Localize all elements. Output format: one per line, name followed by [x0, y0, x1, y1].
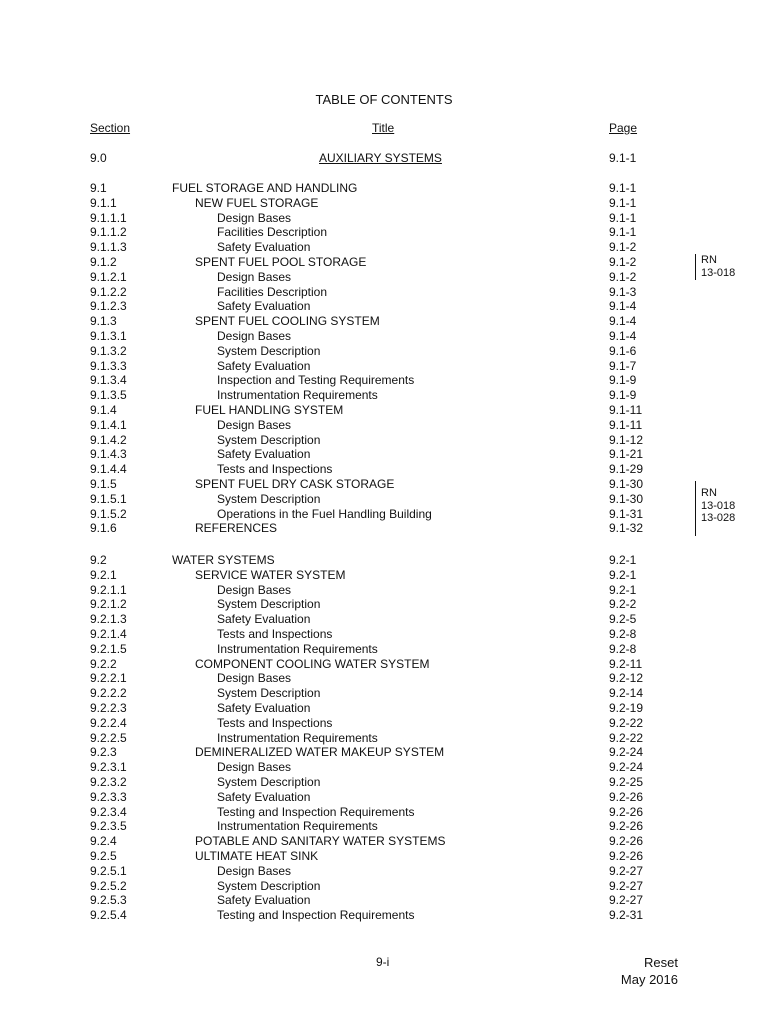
column-header-page: Page — [609, 121, 638, 135]
toc-entry-page: 9.1-9 — [609, 373, 637, 388]
toc-entry-title: COMPONENT COOLING WATER SYSTEM — [195, 656, 430, 671]
toc-entry — [0, 731, 768, 746]
toc-entry-number: 9.2.5.4 — [90, 908, 127, 923]
toc-entry-title: Instrumentation Requirements — [217, 730, 378, 745]
toc-entry-page: 9.1-2 — [609, 240, 637, 255]
footer-page-number: 9-i — [376, 955, 390, 969]
toc-entry-title: Safety Evaluation — [217, 700, 311, 715]
chapter-title: AUXILIARY SYSTEMS — [319, 151, 442, 165]
toc-entry-page: 9.2-2 — [609, 597, 637, 612]
toc-entry-number: 9.1.5 — [90, 476, 117, 491]
toc-entry — [0, 864, 768, 879]
toc-entry — [0, 583, 768, 598]
toc-entry-title: Design Bases — [217, 417, 292, 432]
revision-bar — [695, 481, 735, 536]
toc-entry-page: 9.2-26 — [609, 804, 644, 819]
toc-entry-number: 9.2.2.5 — [90, 730, 127, 745]
toc-entry-number: 9.2.5.1 — [90, 863, 127, 878]
toc-entry — [0, 745, 768, 760]
toc-entry-number: 9.2.1.3 — [90, 612, 127, 627]
toc-entry-page: 9.1-4 — [609, 299, 637, 314]
toc-entry-page: 9.1-2 — [609, 254, 637, 269]
toc-entry-number: 9.2 — [90, 553, 107, 567]
toc-entry-page: 9.1-11 — [609, 402, 643, 417]
toc-entry-title: Facilities Description — [217, 284, 328, 299]
toc-entry-title: Safety Evaluation — [217, 447, 311, 462]
footer-status-label: Reset — [644, 955, 678, 970]
toc-entry-title: Tests and Inspections — [217, 626, 333, 641]
chapter-page: 9.1-1 — [609, 151, 637, 165]
toc-entry — [0, 388, 768, 403]
toc-entry-page: 9.1-11 — [609, 417, 643, 432]
toc-entry-title: System Description — [217, 878, 321, 893]
toc-entry-number: 9.2.5.2 — [90, 878, 127, 893]
toc-entry — [0, 849, 768, 864]
toc-entry — [0, 760, 768, 775]
toc-entry-title: Operations in the Fuel Handling Building — [217, 506, 432, 521]
page-title: TABLE OF CONTENTS — [315, 92, 453, 107]
toc-entry-title: System Description — [217, 597, 321, 612]
toc-entry-page: 9.2-26 — [609, 819, 644, 834]
toc-entry-number: 9.2.1.4 — [90, 626, 127, 641]
toc-entry-title: SPENT FUEL POOL STORAGE — [195, 254, 367, 269]
toc-entry-page: 9.1-30 — [609, 491, 644, 506]
toc-entry-title: System Description — [217, 491, 321, 506]
toc-entry-number: 9.2.3.4 — [90, 804, 127, 819]
toc-entry-number: 9.1.4.3 — [90, 447, 127, 462]
toc-entry — [0, 805, 768, 820]
toc-entry-title: POTABLE AND SANITARY WATER SYSTEMS — [195, 834, 446, 849]
toc-entry-page: 9.2-12 — [609, 671, 644, 686]
toc-entry-page: 9.1-1 — [609, 181, 637, 195]
toc-entry-title: Safety Evaluation — [217, 612, 311, 627]
chapter-number: 9.0 — [90, 151, 107, 165]
toc-entry-title: Tests and Inspections — [217, 715, 333, 730]
toc-entry-page: 9.1-1 — [609, 210, 637, 225]
toc-entry-page: 9.1-1 — [609, 225, 637, 240]
toc-entry — [0, 819, 768, 834]
toc-entry-title: System Description — [217, 686, 321, 701]
toc-entry-title: Instrumentation Requirements — [217, 641, 378, 656]
toc-entry — [0, 701, 768, 716]
toc-block-water-systems — [0, 553, 768, 923]
toc-entry — [0, 893, 768, 908]
toc-entry-title: ULTIMATE HEAT SINK — [195, 848, 319, 863]
toc-entry-page: 9.2-8 — [609, 626, 637, 641]
toc-entry — [0, 597, 768, 612]
toc-entry — [0, 507, 768, 522]
toc-entry-page: 9.1-21 — [609, 447, 644, 462]
toc-entry-number: 9.1.5.1 — [90, 491, 127, 506]
toc-entry — [0, 196, 768, 211]
toc-entry-title: Safety Evaluation — [217, 789, 311, 804]
toc-entry — [0, 492, 768, 507]
toc-entry-number: 9.1.3.5 — [90, 388, 127, 403]
toc-entry-page: 9.2-26 — [609, 834, 644, 849]
toc-entry-number: 9.1.1.2 — [90, 225, 127, 240]
toc-entry-number: 9.2.3.2 — [90, 774, 127, 789]
toc-entry — [0, 447, 768, 462]
toc-entry-title: Facilities Description — [217, 225, 328, 240]
toc-entry-page: 9.1-12 — [609, 432, 644, 447]
toc-entry-page: 9.1-29 — [609, 462, 644, 477]
toc-entry — [0, 255, 768, 270]
toc-entry-number: 9.1.3.4 — [90, 373, 127, 388]
toc-entry-page: 9.1-6 — [609, 343, 637, 358]
toc-entry — [0, 344, 768, 359]
toc-entry — [0, 671, 768, 686]
toc-entry-number: 9.2.3.3 — [90, 789, 127, 804]
toc-entry-number: 9.1.4 — [90, 402, 117, 417]
toc-entry — [0, 775, 768, 790]
toc-entry — [0, 657, 768, 672]
toc-entry-number: 9.2.3.1 — [90, 760, 127, 775]
toc-entry-title: Tests and Inspections — [217, 462, 333, 477]
toc-entry-number: 9.1.3.1 — [90, 328, 127, 343]
toc-entry-title: Testing and Inspection Requirements — [217, 804, 415, 819]
revision-note: 13-018 — [701, 499, 736, 512]
toc-entry-title: WATER SYSTEMS — [172, 553, 275, 567]
toc-entry-number: 9.1.2.1 — [90, 269, 127, 284]
toc-entry-number: 9.1.3.2 — [90, 343, 127, 358]
toc-entry-title: Design Bases — [217, 582, 292, 597]
revision-bar — [695, 254, 735, 280]
revision-note: RN — [701, 487, 717, 499]
toc-entry — [0, 612, 768, 627]
toc-entry-page: 9.2-27 — [609, 863, 644, 878]
toc-entry — [0, 568, 768, 583]
toc-entry-page: 9.1-4 — [609, 328, 637, 343]
toc-entry — [0, 373, 768, 388]
toc-entry — [0, 211, 768, 226]
toc-entry-number: 9.2.3 — [90, 745, 117, 760]
toc-entry-number: 9.2.1 — [90, 567, 117, 582]
toc-entry-page: 9.1-1 — [609, 195, 637, 210]
toc-entry-title: Testing and Inspection Requirements — [217, 908, 415, 923]
column-header-section: Section — [90, 121, 131, 135]
toc-entry-number: 9.2.5 — [90, 848, 117, 863]
toc-entry-number: 9.1.4.2 — [90, 432, 127, 447]
toc-entry-page: 9.2-24 — [609, 745, 644, 760]
toc-entry-title: Safety Evaluation — [217, 358, 311, 373]
toc-entry-number: 9.2.2.1 — [90, 671, 127, 686]
toc-entry-page: 9.2-1 — [609, 567, 637, 582]
toc-entry-number: 9.1.1.3 — [90, 240, 127, 255]
toc-entry-number: 9.2.5.3 — [90, 893, 127, 908]
toc-entry-page: 9.2-27 — [609, 893, 644, 908]
toc-entry — [0, 433, 768, 448]
toc-entry-title: Design Bases — [217, 671, 292, 686]
toc-entry-page: 9.1-31 — [609, 506, 644, 521]
toc-entry-number: 9.1.4.1 — [90, 417, 127, 432]
toc-entry-page: 9.1-32 — [609, 521, 644, 536]
toc-entry — [0, 716, 768, 731]
toc-entry-page: 9.1-3 — [609, 284, 637, 299]
toc-entry — [0, 477, 768, 492]
toc-entry-title: Safety Evaluation — [217, 893, 311, 908]
toc-entry-title: Design Bases — [217, 328, 292, 343]
column-header-title: Title — [372, 121, 395, 135]
toc-entry-number: 9.2.1.5 — [90, 641, 127, 656]
toc-entry — [0, 521, 768, 536]
toc-entry — [0, 462, 768, 477]
toc-entry-number: 9.1.3 — [90, 314, 117, 329]
toc-entry-title: Instrumentation Requirements — [217, 388, 378, 403]
toc-entry-title: Design Bases — [217, 760, 292, 775]
toc-entry-number: 9.1.1 — [90, 195, 117, 210]
toc-entry-number: 9.1.4.4 — [90, 462, 127, 477]
toc-entry-page: 9.2-31 — [609, 908, 644, 923]
toc-entry-title: System Description — [217, 343, 321, 358]
toc-entry-page: 9.2-5 — [609, 612, 637, 627]
toc-entry-title: System Description — [217, 774, 321, 789]
toc-entry-title: Safety Evaluation — [217, 299, 311, 314]
toc-block-fuel-storage — [0, 181, 768, 536]
toc-entry-page: 9.1-30 — [609, 476, 644, 491]
toc-entry-number: 9.2.1.1 — [90, 582, 127, 597]
revision-note: RN — [701, 254, 717, 266]
toc-entry-title: SERVICE WATER SYSTEM — [195, 567, 346, 582]
toc-entry — [0, 834, 768, 849]
toc-entry — [0, 553, 768, 568]
toc-entry-page: 9.2-24 — [609, 760, 644, 775]
toc-entry — [0, 790, 768, 805]
toc-entry-title: Instrumentation Requirements — [217, 819, 378, 834]
toc-entry-number: 9.1.5.2 — [90, 506, 127, 521]
toc-entry-page: 9.2-1 — [609, 553, 637, 567]
toc-entry-page: 9.2-26 — [609, 848, 644, 863]
toc-entry — [0, 270, 768, 285]
toc-entry-number: 9.1 — [90, 181, 107, 195]
toc-entry-title: FUEL HANDLING SYSTEM — [195, 402, 344, 417]
toc-entry-number: 9.1.3.3 — [90, 358, 127, 373]
toc-entry — [0, 879, 768, 894]
toc-entry — [0, 329, 768, 344]
toc-entry-title: Safety Evaluation — [217, 240, 311, 255]
toc-entry — [0, 908, 768, 923]
toc-entry — [0, 225, 768, 240]
toc-entry-page: 9.2-27 — [609, 878, 644, 893]
toc-entry-title: REFERENCES — [195, 521, 278, 536]
toc-entry — [0, 642, 768, 657]
toc-entry-page: 9.2-25 — [609, 774, 644, 789]
revision-note: 13-018 — [701, 266, 736, 279]
chapter-heading-row — [0, 151, 768, 166]
toc-entry — [0, 418, 768, 433]
toc-entry-page: 9.1-4 — [609, 314, 637, 329]
toc-entry-number: 9.1.2 — [90, 254, 117, 269]
toc-entry-page: 9.2-8 — [609, 641, 637, 656]
toc-entry — [0, 359, 768, 374]
toc-entry-page: 9.1-7 — [609, 358, 637, 373]
toc-entry-page: 9.2-11 — [609, 656, 643, 671]
toc-entry — [0, 686, 768, 701]
toc-entry — [0, 181, 768, 196]
footer-date: May 2016 — [620, 972, 678, 987]
toc-entry-page: 9.2-26 — [609, 789, 644, 804]
toc-entry-title: NEW FUEL STORAGE — [195, 195, 319, 210]
toc-entry — [0, 240, 768, 255]
toc-entry-number: 9.1.2.3 — [90, 299, 127, 314]
toc-entry-title: SPENT FUEL DRY CASK STORAGE — [195, 476, 395, 491]
toc-entry-number: 9.2.2.3 — [90, 700, 127, 715]
toc-entry-title: FUEL STORAGE AND HANDLING — [172, 181, 358, 195]
toc-entry-number: 9.2.1.2 — [90, 597, 127, 612]
revision-note: 13-028 — [701, 512, 736, 524]
toc-entry-page: 9.2-19 — [609, 700, 644, 715]
toc-entry-number: 9.1.2.2 — [90, 284, 127, 299]
toc-entry — [0, 299, 768, 314]
toc-entry-number: 9.1.6 — [90, 521, 117, 536]
toc-entry — [0, 403, 768, 418]
toc-entry-page: 9.2-14 — [609, 686, 644, 701]
toc-entry-page: 9.2-22 — [609, 715, 644, 730]
toc-entry-title: System Description — [217, 432, 321, 447]
toc-entry-title: Inspection and Testing Requirements — [217, 373, 415, 388]
toc-entry-page: 9.1-9 — [609, 388, 637, 403]
toc-entry-title: Design Bases — [217, 269, 292, 284]
toc-entry-page: 9.1-2 — [609, 269, 637, 284]
toc-entry-page: 9.2-22 — [609, 730, 644, 745]
toc-entry-title: DEMINERALIZED WATER MAKEUP SYSTEM — [195, 745, 445, 760]
toc-entry-page: 9.2-1 — [609, 582, 637, 597]
toc-entry-number: 9.2.3.5 — [90, 819, 127, 834]
toc-entry-title: SPENT FUEL COOLING SYSTEM — [195, 314, 380, 329]
footer-revision-status — [600, 954, 678, 988]
toc-entry — [0, 314, 768, 329]
toc-entry-title: Design Bases — [217, 210, 292, 225]
toc-entry-number: 9.2.2.4 — [90, 715, 127, 730]
toc-entry-title: Design Bases — [217, 863, 292, 878]
toc-entry-number: 9.2.2 — [90, 656, 117, 671]
toc-entry — [0, 285, 768, 300]
toc-entry — [0, 627, 768, 642]
toc-entry-number: 9.2.2.2 — [90, 686, 127, 701]
toc-entry-number: 9.2.4 — [90, 834, 117, 849]
toc-entry-number: 9.1.1.1 — [90, 210, 127, 225]
